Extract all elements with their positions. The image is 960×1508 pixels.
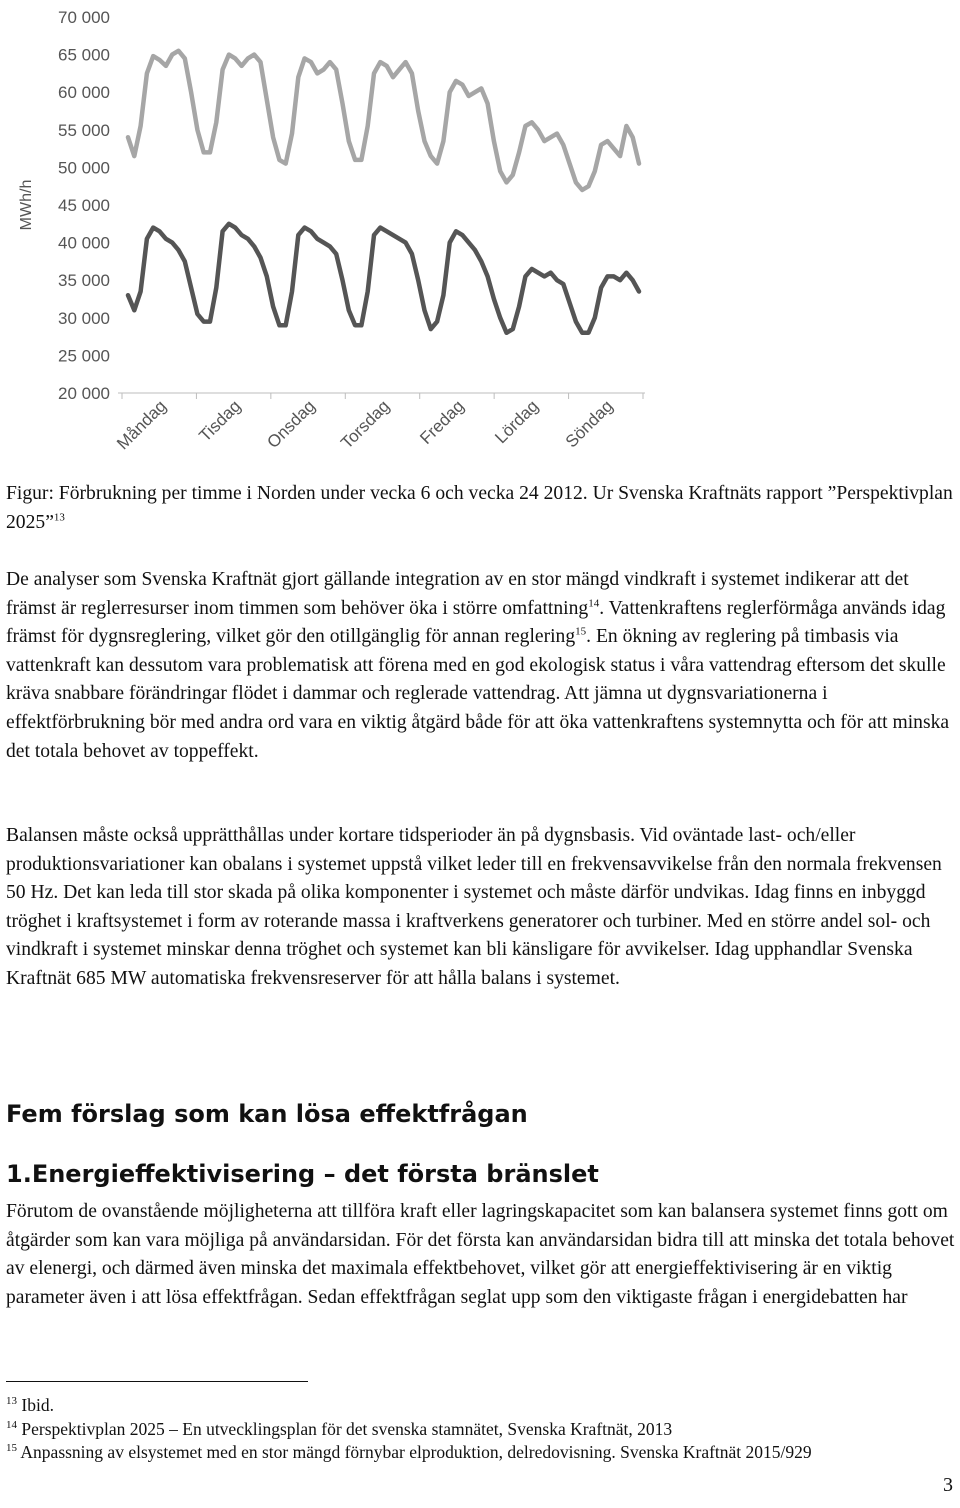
y-axis-label: MWh/h bbox=[18, 179, 35, 231]
y-tick-label: 60 000 bbox=[58, 83, 110, 103]
paragraph-regulation bbox=[6, 566, 956, 766]
caption-footnote-ref: 13 bbox=[53, 511, 65, 524]
footnote-ref-14: 14 bbox=[588, 597, 600, 610]
subsection-heading: 1.Energieffektivisering – det första bränslet bbox=[6, 1160, 599, 1188]
y-tick-label: 55 000 bbox=[58, 120, 110, 140]
footnote-number: 15 bbox=[6, 1442, 17, 1455]
series-week-24-line bbox=[128, 224, 639, 333]
y-tick-label: 50 000 bbox=[58, 158, 110, 178]
section-heading: Fem förslag som kan lösa effektfrågan bbox=[6, 1100, 528, 1128]
footnote-number: 13 bbox=[6, 1395, 17, 1408]
x-tick-label: Torsdag bbox=[337, 396, 394, 453]
footnote-text: Perspektivplan 2025 – En utvecklingsplan för det svenska stamnätet, Svenska Kraftnät, 2013 bbox=[17, 1419, 673, 1439]
footnote-ref-15: 15 bbox=[575, 625, 587, 638]
footnote-13 bbox=[6, 1394, 54, 1416]
x-tick-label: Onsdag bbox=[263, 396, 319, 452]
x-tick-label: Tisdag bbox=[195, 396, 245, 446]
caption-text: Figur: Förbrukning per timme i Norden under vecka 6 och vecka 24 2012. Ur Svenska Kraftnäts rapport ”Perspektivplan 2025” bbox=[6, 483, 953, 533]
x-tick-label: Måndag bbox=[113, 396, 171, 454]
p1-text-c: . En ökning av reglering på timbasis via vattenkraft kan dessutom vara problematisk att förena med en god ekologisk status i våra vattendrag eftersom det skulle kräva snabbare förändringar flödet i dammar och reglerade vattendrag. Att jämna ut dygnsvariationerna i effektförbrukning bör med andra ord vara en viktig åtgärd både för att öka vattenkraftens systemnytta och för att minska det totala behovet av toppeffekt. bbox=[6, 626, 950, 762]
p1-text-a: De analyser som Svenska Kraftnät gjort gällande integration av en stor mängd vindkraft i systemet indikerar att det främst är reglerresurser inom timmen som behöver öka i större omfattning bbox=[6, 569, 909, 619]
consumption-chart bbox=[0, 0, 680, 478]
footnote-15 bbox=[6, 1441, 812, 1463]
series-week-6-line bbox=[128, 51, 639, 190]
page-number: 3 bbox=[943, 1474, 953, 1496]
footnote-14 bbox=[6, 1418, 672, 1440]
footnote-separator bbox=[6, 1381, 308, 1382]
footnote-number: 14 bbox=[6, 1419, 17, 1432]
paragraph-efficiency: Förutom de ovanstående möjligheterna att tillföra kraft eller lagringskapacitet som kan balansera systemet finns gott om åtgärder som kan vara möjliga på användarsidan. För det första kan användarsidan bidra till att minska det totala behovet av elenergi, och därmed även minska det maximala effektbehovet, vilket gör att energieffektivisering är en viktig parameter även i att lösa effektfrågan. Sedan effektfrågan seglat upp som den viktigaste frågan i energidebatten har bbox=[6, 1201, 955, 1308]
footnote-text: Ibid. bbox=[17, 1395, 54, 1415]
x-tick-label: Fredag bbox=[416, 396, 468, 448]
y-tick-label: 70 000 bbox=[58, 8, 110, 27]
y-tick-label: 30 000 bbox=[58, 308, 110, 328]
y-tick-label: 65 000 bbox=[58, 45, 110, 65]
y-tick-label: 20 000 bbox=[58, 384, 110, 403]
paragraph-balance: Balansen måste också upprätthållas under kortare tidsperioder än på dygnsbasis. Vid oväntade last- och/eller produktionsvariationer kan obalans i systemet uppstå vilket leder till en frekvensavvikelse från den normala frekvensen 50 Hz. Det kan leda till stor skada på olika komponenter i systemet och måste därför undvikas. Idag finns en inbyggd tröghet i kraftsystemet i form av roterande massa i kraftverkens generatorer och turbiner. Med en större andel sol- och vindkraft i systemet minskar denna tröghet och systemet kan bli känsligare för avvikelser. Idag upphandlar Svenska Kraftnät 685 MW automatiska frekvensreserver för att hålla balans i systemet. bbox=[6, 825, 942, 989]
p1-text-b: . Vattenkraftens reglerförmåga används idag främst för dygnsreglering, vilket gör den otillgänglig för annan reglering bbox=[6, 597, 946, 648]
y-tick-label: 35 000 bbox=[58, 271, 110, 291]
y-tick-label: 40 000 bbox=[58, 233, 110, 253]
x-tick-label: Lördag bbox=[491, 396, 543, 448]
y-tick-label: 45 000 bbox=[58, 196, 110, 215]
figure-caption bbox=[6, 480, 956, 537]
footnote-text: Anpassning av elsystemet med en stor mängd förnybar elproduktion, delredovisning. Svenska Kraftnät 2015/929 bbox=[17, 1442, 812, 1462]
y-tick-label: 25 000 bbox=[58, 346, 110, 366]
x-tick-label: Söndag bbox=[561, 396, 617, 452]
